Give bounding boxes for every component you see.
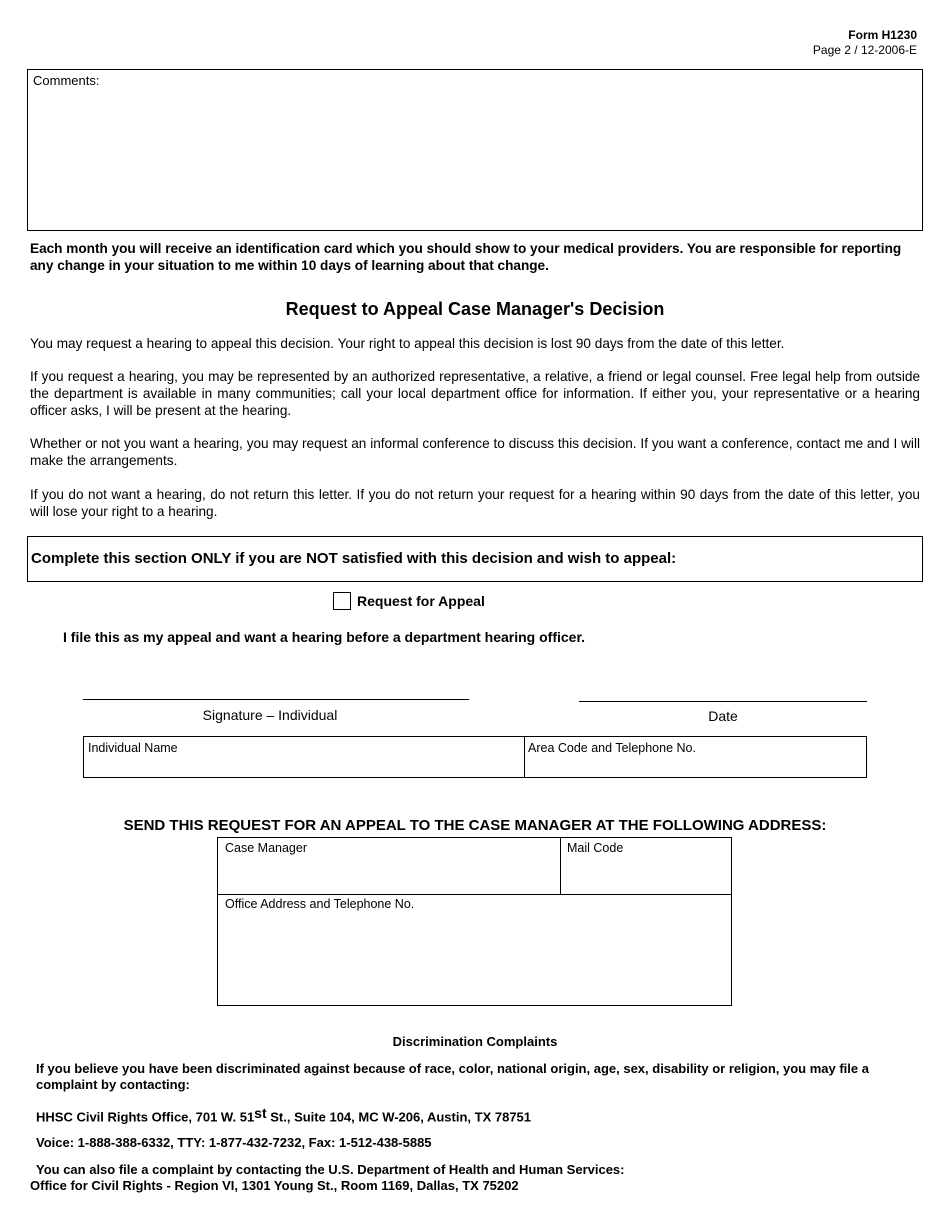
table-divider <box>560 838 561 894</box>
appeal-paragraph-3: Whether or not you want a hearing, you may request an informal conference to discuss this decision. If you want a conference, contact me and I will make the arrangements. <box>30 436 920 468</box>
appeal-paragraph-4: If you do not want a hearing, do not return this letter. If you do not return your request for a hearing within 90 days from the date of this letter, you will lose your right to a hearing. <box>30 487 920 519</box>
discrimination-intro: If you believe you have been discriminated against because of race, color, national origin, age, sex, disability or religion, you may file a complaint by contacting: <box>36 1061 869 1092</box>
form-identifier <box>813 28 917 58</box>
signature-line[interactable] <box>83 699 469 700</box>
civil-rights-office-ordinal: st <box>254 1105 267 1121</box>
contact-phones: Voice: 1-888-388-6332, TTY: 1-877-432-7232, Fax: 1-512-438-5885 <box>36 1135 432 1150</box>
office-address-field[interactable]: Office Address and Telephone No. <box>225 897 415 911</box>
request-appeal-label: Request for Appeal <box>357 593 485 609</box>
appeal-title: Request to Appeal Case Manager's Decision <box>285 299 665 319</box>
mail-code-field[interactable]: Mail Code <box>567 841 624 855</box>
appeal-section-header-box <box>27 536 923 582</box>
ocr-address: Office for Civil Rights - Region VI, 1301 Young St., Room 1169, Dallas, TX 75202 <box>30 1178 519 1193</box>
table-divider <box>524 737 525 777</box>
discrimination-title: Discrimination Complaints <box>392 1034 558 1049</box>
civil-rights-office-suite: St., Suite 104, MC W-206, Austin, TX 78751 <box>266 1109 532 1125</box>
form-number: Form H1230 <box>848 28 917 42</box>
send-heading: SEND THIS REQUEST FOR AN APPEAL TO THE CASE MANAGER AT THE FOLLOWING ADDRESS: <box>123 817 827 834</box>
civil-rights-office <box>36 1103 531 1124</box>
individual-name-field[interactable]: Individual Name <box>88 741 178 755</box>
date-line[interactable] <box>579 701 867 702</box>
appeal-statement: I file this as my appeal and want a hearing before a department hearing officer. <box>63 629 586 645</box>
id-card-notice: Each month you will receive an identification card which you should show to your medical providers. You are responsible for reporting any change in your situation to me within 10 days of learning about that change. <box>30 241 902 273</box>
comments-box[interactable] <box>27 69 923 231</box>
case-manager-address-table <box>217 837 732 1006</box>
request-appeal-checkbox[interactable] <box>333 592 351 610</box>
case-manager-field[interactable]: Case Manager <box>225 841 307 855</box>
date-label: Date <box>708 708 738 724</box>
page-info: Page 2 / 12-2006-E <box>812 43 917 57</box>
comments-label: Comments: <box>33 73 100 88</box>
individual-info-table <box>83 736 867 778</box>
signature-label: Signature – Individual <box>202 707 338 723</box>
appeal-paragraph-1: You may request a hearing to appeal this decision. Your right to appeal this decision is lost 90 days from the date of this letter. <box>30 336 785 351</box>
hhs-line: You can also file a complaint by contacting the U.S. Department of Health and Human Services: <box>36 1162 625 1177</box>
appeal-paragraph-2: If you request a hearing, you may be represented by an authorized representative, a relative, a friend or legal counsel. Free legal help from outside the department is available in many communities; call your local department office for information. If either you, your representative or a hearing officer asks, I will be present at the hearing. <box>30 369 920 418</box>
phone-field[interactable]: Area Code and Telephone No. <box>528 741 696 755</box>
civil-rights-office-street: HHSC Civil Rights Office, 701 W. 51 <box>36 1109 255 1125</box>
table-divider <box>218 894 731 895</box>
appeal-section-heading: Complete this section ONLY if you are NOT satisfied with this decision and wish to appeal: <box>31 550 677 567</box>
